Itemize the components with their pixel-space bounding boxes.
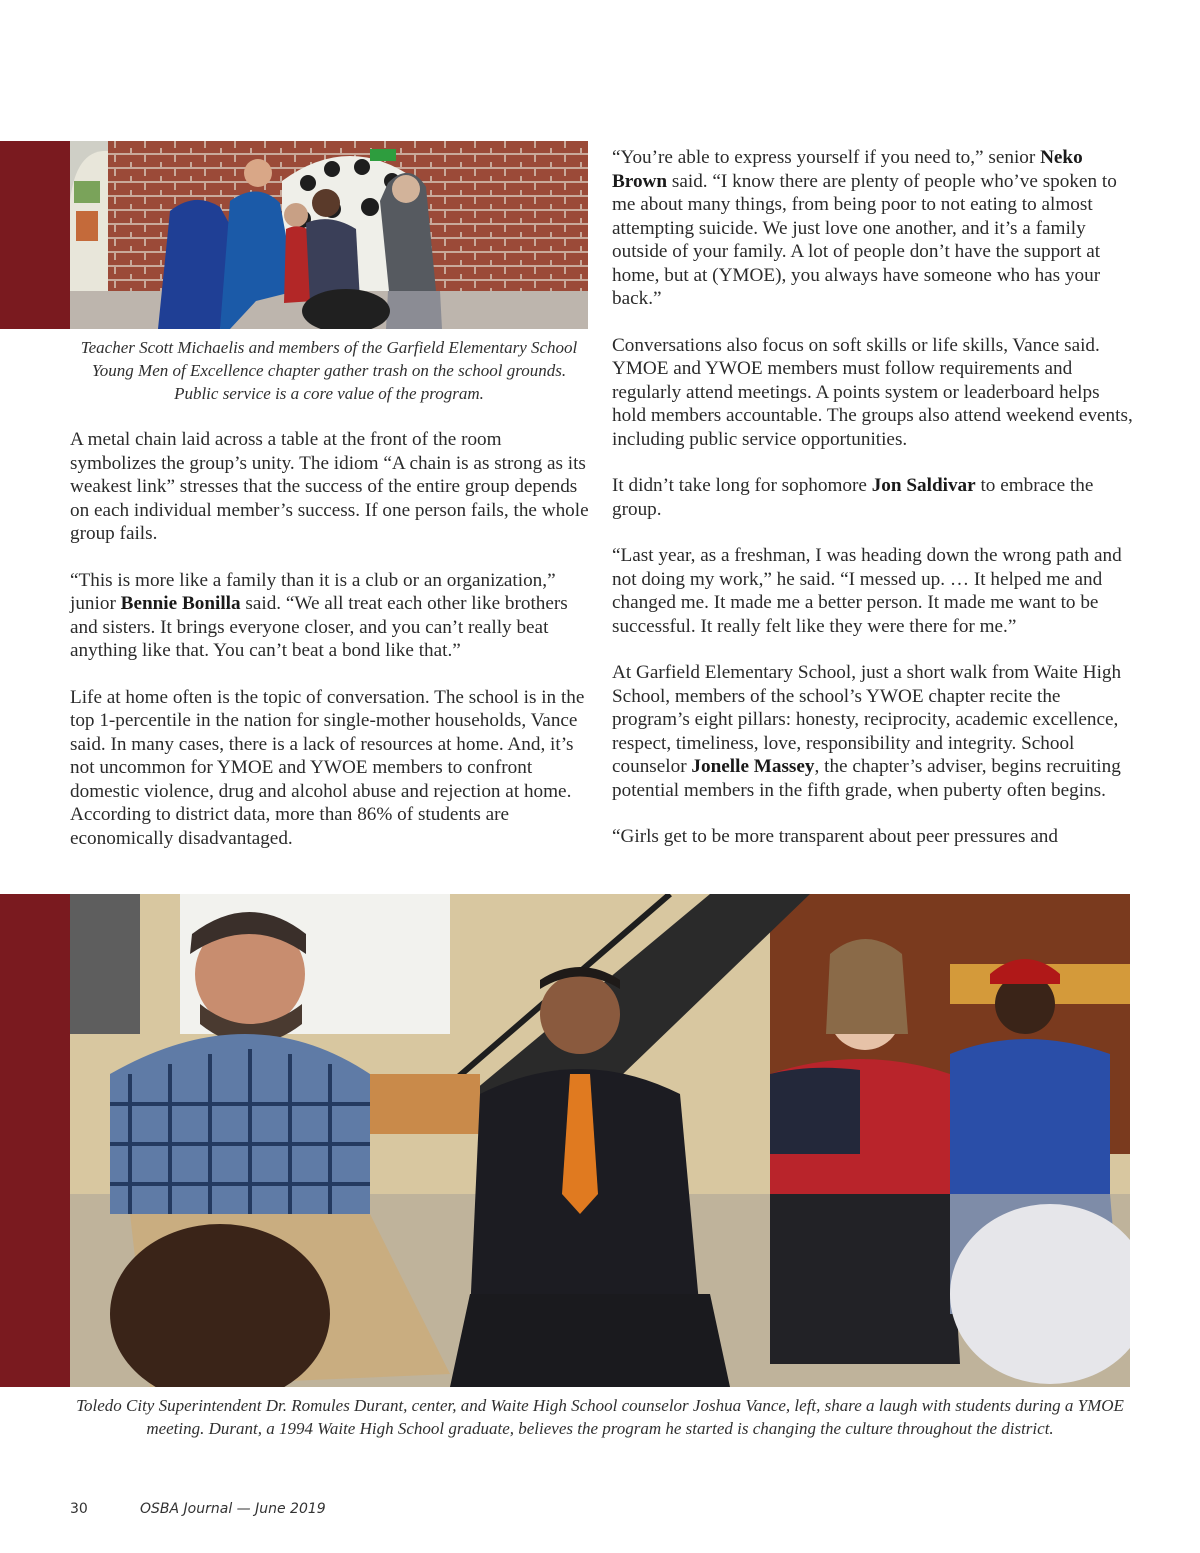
accent-bar-top — [0, 141, 70, 329]
paragraph: “This is more like a family than it is a club or an organization,” junior Bennie Bonilla said. “We all treat each other like brothers and sisters. It brings everyone closer, and you can’t really beat anything like that. You can’t beat a bond like that.” — [70, 569, 568, 661]
article-right-column — [612, 146, 1134, 872]
photo-caption-bottom: Toledo City Superintendent Dr. Romules Durant, center, and Waite High School counselor Joshua Vance, left, share a laugh with students during a YMOE meeting. Durant, a 1994 Waite High School graduate, believes the program he started is changing the culture throughout the district. — [76, 1396, 1124, 1438]
page-number: 30 — [70, 1501, 88, 1517]
person-name: Jon Saldivar — [871, 475, 976, 496]
paragraph: Conversations also focus on soft skills or life skills, Vance said. YMOE and YWOE members must follow requirements and regularly attend meetings. A points system or leaderboard helps hold members accountable. The groups also attend weekend events, including public service opportunities. — [612, 334, 1133, 450]
photo-ymoe-meeting — [70, 894, 1130, 1387]
accent-bar-bottom — [0, 894, 70, 1387]
paragraph: “Last year, as a freshman, I was heading down the wrong path and not doing my work,” he said. “I messed up. … It helped me and changed me. It made me a better person. It made me want to be successful. It really felt like they were there for me.” — [612, 545, 1122, 637]
person-name: Neko Brown — [612, 147, 1083, 192]
publication-info: OSBA Journal — June 2019 — [140, 1501, 326, 1517]
paragraph: A metal chain laid across a table at the front of the room symbolizes the group’s unity. The idiom “A chain is as strong as its weakest link” stresses that the success of the entire group depends on each individual member’s success. If one person fails, the whole group fails. — [70, 429, 589, 544]
page-footer — [70, 1501, 326, 1517]
paragraph: “You’re able to express yourself if you need to,” senior Neko Brown said. “I know there are plenty of people who’ve spoken to me about many things, from being poor to not eating to almost attempting suicide. We just love one another, and it’s a family outside of your family. A lot of people don’t have the support at home, but at (YMOE), you always have someone who has your back.” — [612, 147, 1117, 309]
person-name: Bennie Bonilla — [120, 593, 241, 614]
paragraph: At Garfield Elementary School, just a short walk from Waite High School, members of the school’s YWOE chapter recite the program’s eight pillars: honesty, reciprocity, academic excellence, respect, timeliness, love, responsibility and integrity. School counselor Jonelle Massey, the chapter’s adviser, begins recruiting potential members in the fifth grade, when puberty often begins. — [612, 662, 1122, 801]
paragraph: It didn’t take long for sophomore Jon Saldivar to embrace the group. — [612, 475, 1094, 520]
paragraph: “Girls get to be more transparent about peer pressures and — [612, 826, 1058, 847]
article-left-column — [70, 428, 590, 873]
photo-trash-cleanup — [70, 141, 588, 329]
photo-caption-top: Teacher Scott Michaelis and members of the Garfield Elementary School Young Men of Excellence chapter gather trash on the school grounds. Public service is a core value of the program. — [80, 338, 578, 403]
paragraph: Life at home often is the topic of conversation. The school is in the top 1-percentile in the nation for single-mother households, Vance said. In many cases, there is a lack of resources at home. And, it’s not uncommon for YMOE and YWOE members to confront domestic violence, drug and alcohol abuse and rejection at home. According to district data, more than 86% of students are economically disadvantaged. — [70, 686, 585, 849]
person-name: Jonelle Massey — [691, 756, 815, 777]
